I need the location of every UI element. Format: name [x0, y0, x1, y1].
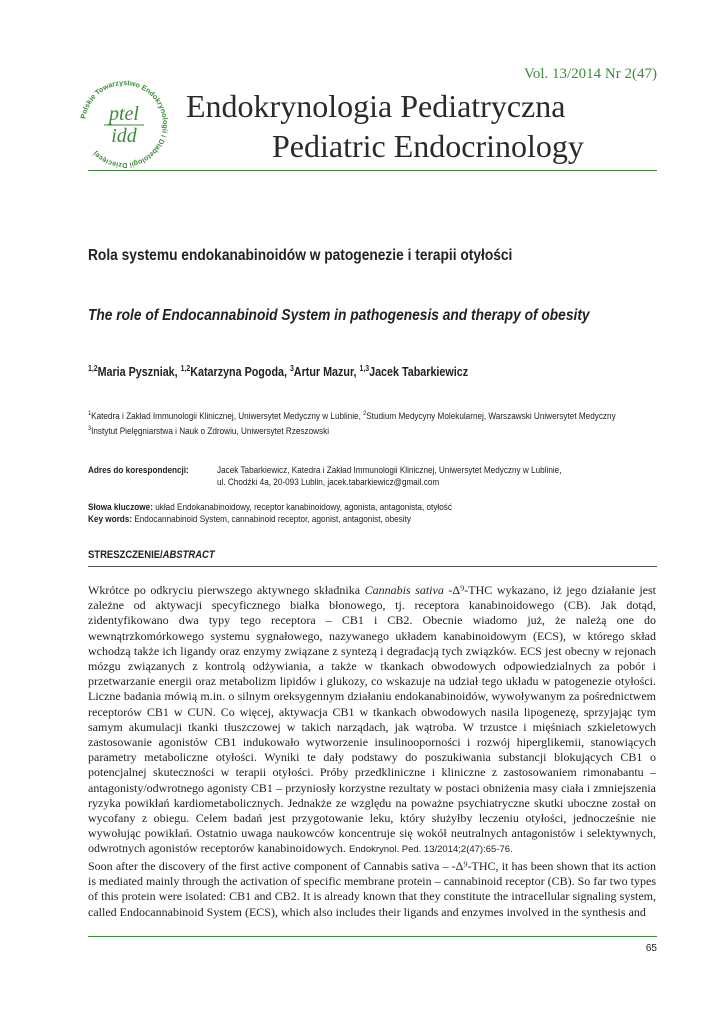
- author-name: Katarzyna Pogoda: [190, 365, 284, 380]
- journal-title-en: Pediatric Endocrinology: [272, 128, 584, 164]
- header-divider: [88, 170, 657, 171]
- affiliations: $^1$Katedra i Zakład Immunologii Klinicznej, Uniwersytet Medyczny w Lublinie, $^2$Studium Medycyny Molekularnej, Warszawski Uniwersytet Medyczny $^3$Instytut Pielęgniarstwa i Nauk o Zdrowiu, Uniwersytet Rzeszowski: [88, 410, 616, 437]
- author-name: Maria Pyszniak: [97, 365, 175, 380]
- correspondence-address: Jacek Tabarkiewicz, Katedra i Zakład Immunologii Klinicznej, Uniwersytet Medyczny w Lublinie, ul. Chodźki 4a, 20-093 Lublin, jacek.tabarkiewicz@gmail.com: [217, 465, 562, 488]
- section-heading: STRESZCZENIE/ABSTRACT: [88, 549, 215, 561]
- footer-divider: [88, 936, 657, 937]
- abstract-pl: Wkrótce po odkryciu pierwszego aktywnego składnika Cannabis sativa -Δ⁹-THC wykazano, iż jego działanie jest zależne od aktywacji specyficznego białka błonowego, tj. receptora kanabinoidowego (CB). Jak dotąd, zidentyfikowano dwa typy tego receptora – CB1 i CB2. Obecnie wiadomo już, że należą one do wewnątrzkomórkowego systemu sygnałowego, nazywanego układem kanabinoidowym (ECS), w którego skład wchodzą także ich ligandy oraz enzymy związane z syntezą i degradacją tych związków. ECS jest obecny w rejonach mózgu związanych z kontrolą odżywiania, a także w tkankach obwodowych odpowiedzialnych za pobór i przetwarzanie energii oraz metabolizm lipidów i glukozy, co wskazuje na udział tego układu w patogenezie otyłości. Liczne badania mówią m.in. o silnym oreksygennym działaniu endokanabinoidów, wywoływanym za pośrednictwem receptorów CB1 w CUN. Co więcej, aktywacja CB1 w tkankach obwodowych nasila lipogenezę, sprzyjając tym samym akumulacji tkanki tłuszczowej w takich narządach, jak wątroba. W trzustce i mięśniach szkieletowych zastosowanie agonistów CB1 indukowało wytworzenie insulinooporności i rozwój hiperglikemii, stanowiących parametry metaboliczne otyłości. Wyniki te dały podstawy do poszukiwania substancji blokujących CB1 o potencjalnej skuteczności w terapii otyłości. Próby przedkliniczne i kliniczne z zastosowaniem rimonabantu – antagonisty/odwrotnego agonisty CB1 – przyniosły korzystne rezultaty w postaci obniżenia masy ciała i zmniejszenia ryzyka powikłań kardiometabolicznych. Jednakże ze względu na poważne psychiatryczne skutki uboczne został on wycofany z obiegu. Celem badań jest przygotowanie leku, który służyłby leczeniu otyłości, jednocześnie nie wywołując powikłań. Ostatnio uwaga naukowców koncentruje się wokół neutralnych antagonistów i selektywnych, odwrotnych agonistów receptorów kanabinoidowych. Endokrynol. Ped. 13/2014;2(47):65-76.: [88, 583, 656, 856]
- volume-label: Vol. 13/2014 Nr 2(47): [523, 66, 657, 82]
- citation: Endokrynol. Ped. 13/2014;2(47):65-76.: [348, 844, 513, 856]
- author-list: $^{1,2}$Maria Pyszniak, $^{1,2}$Katarzyna Pogoda, $^3$Artur Mazur, $^{1,3}$Jacek Tabarkiewicz: [88, 364, 469, 380]
- article-title-pl: Rola systemu endokanabinoidów w patogenezie i terapii otyłości: [88, 247, 513, 264]
- article-title-en: The role of Endocannabinoid System in pathogenesis and therapy of obesity: [88, 307, 590, 324]
- logo-letters-top: ptel: [109, 103, 139, 125]
- journal-title-pl: Endokrynologia Pediatryczna: [186, 88, 566, 124]
- author-name: Artur Mazur: [293, 365, 354, 380]
- correspondence-label: Adres do korespondencji:: [88, 465, 189, 476]
- section-divider: [88, 566, 657, 567]
- abstract-en: Soon after the discovery of the first active component of Cannabis sativa – -Δ⁹-THC, it has been shown that its action is mediated mainly through the activation of specific membrane protein – cannabinoid receptor (CB). So far two types of this protein were isolated: CB1 and CB2. It is already known that they constitute the intracellular signaling system, called Endocannabinoid System (ECS), which also includes their ligands and enzymes involved in the synthesis and: [88, 859, 656, 919]
- society-logo: [76, 76, 172, 172]
- page-number: 65: [645, 943, 657, 954]
- author-name: Jacek Tabarkiewicz: [369, 365, 469, 380]
- logo-letters-bottom: idd: [111, 125, 137, 147]
- keywords: Słowa kluczowe: układ Endokanabinoidowy, receptor kanabinoidowy, agonista, antagonista, otyłość Key words: Endocannabinoid System, cannabinoid receptor, agonist, antagonist, obesity: [88, 502, 452, 525]
- logo-ring-text: Polskie Towarzystwo Endokrynologii i Diabetologii Dziecięcej: [78, 77, 171, 171]
